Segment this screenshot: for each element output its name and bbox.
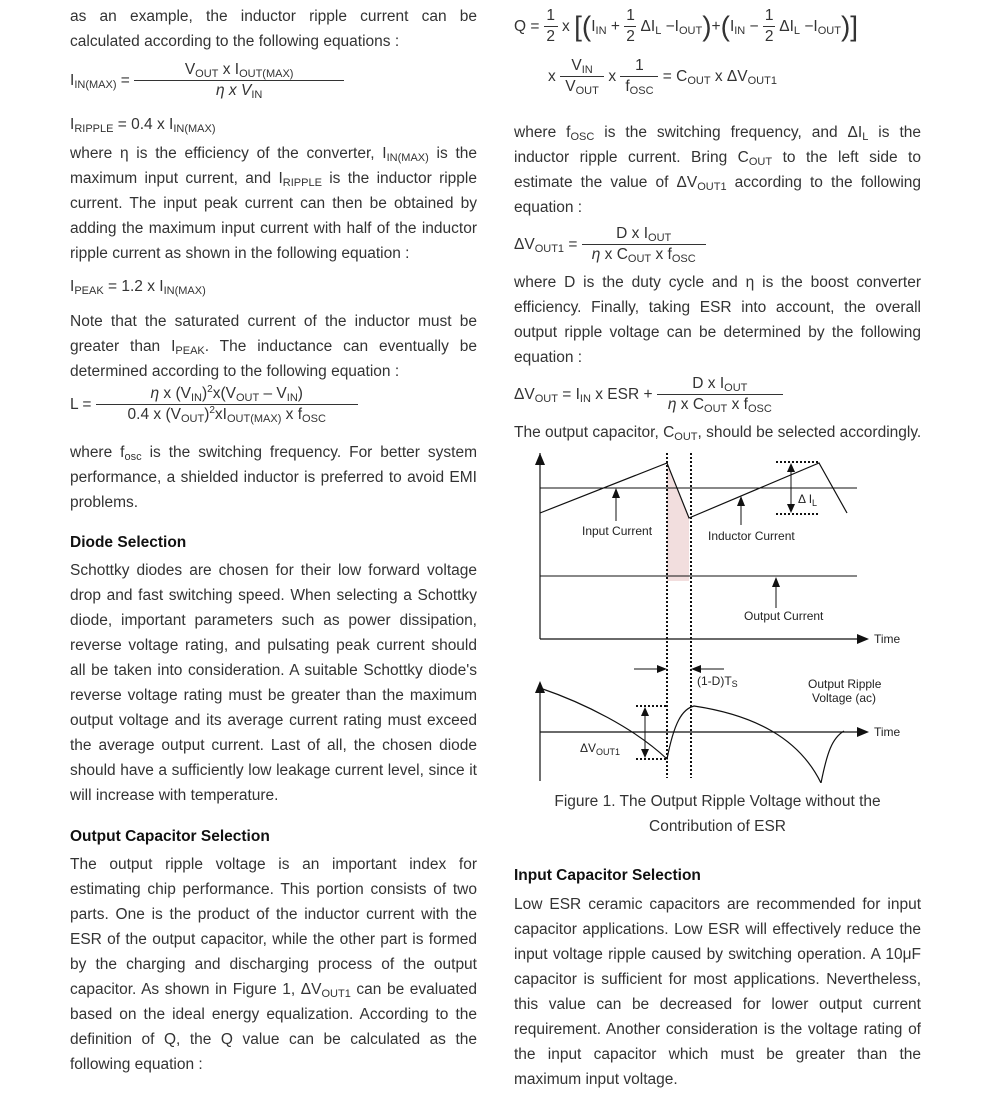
equation-ipeak: $I_{PEAK} = 1.2$ x $I_{IN(MAX)}$ [70, 278, 206, 297]
inductor-current-waveform [540, 463, 847, 518]
paragraph: Schottky diodes are chosen for their low forward voltage drop and fast switching speed. When selecting a Schottky diode, important parameters such as power dissipation, reverse voltage rating, and pulsating peak current should all be taken into consideration. A suitable Schottky diode's reverse voltage rating must be greater than the maximum output voltage and its average current rating must exceed the average output current. Last of all, the chosen diode should have a sufficiently low leakage current level, since it will increase with temperature. [70, 562, 477, 804]
heading-diode-selection: Diode Selection [70, 534, 187, 551]
figure-caption: Figure 1. The Output Ripple Voltage without the Contribution of ESR [554, 793, 881, 835]
equation-q-line1: Q = $\frac{1}{2}$ x [($I_{IN}$ + $\frac{1}{2}$ $\Delta I_L -I_{OUT})+(I_{IN}$ − $\frac{1}{2}$ $\Delta I_L -I_{OUT}$)] [514, 7, 859, 45]
duty-time-label: (1-D)TS [697, 674, 738, 689]
output-ripple-label-2: Voltage (ac) [812, 691, 877, 705]
paragraph: Note that the saturated current of the inductor must be greater than $I_{PEAK}$. The inductance can eventually be determined according to the following equation : [70, 313, 477, 380]
output-current-label: Output Current [744, 609, 824, 623]
paragraph: The output ripple voltage is an important index for estimating chip performance. This portion consists of two parts. One is the product of the inductor current with the ESR of the output capacitor, while the other part is formed by the charging and discharging process of the output capacitor. As shown in Figure 1, $\Delta V_{OUT1}$ can be evaluated based on the ideal energy equalization. According to the definition of Q, the Q value can be calculated as the following equation : [70, 856, 477, 1073]
equation-q-line2: x $\frac{V_{IN}}{V_{OUT}}$ x $\frac{1}{f_{OSC}}$ = $C_{OUT}$ x $\Delta V_{OUT1}$ [548, 57, 777, 97]
paragraph: where $f_{OSC}$ is the switching frequency, and $\Delta I_L$ is the inductor ripple current. Bring $C_{OUT}$ to the left side to estimate the value of $\Delta V_{OUT1}$ according to the following equation : [514, 124, 921, 216]
time-label: Time [874, 632, 901, 646]
equation-iin-max: $I_{IN(MAX)}$ = $\frac{V_{OUT} x I_{OUT(MAX)}}{\eta x V_{IN}}$ [70, 60, 477, 108]
paragraph: where $f_{osc}$ is the switching frequency. For better system performance, a shielded inductor is preferred to avoid EMI problems. [70, 444, 477, 511]
paragraph: where D is the duty cycle and η is the boost converter efficiency. Finally, taking ESR into account, the overall output ripple voltage can be determined by the following equation : [514, 274, 921, 366]
figure-output-ripple [514, 453, 921, 839]
time-label-2: Time [874, 725, 901, 739]
shaded-region [667, 463, 689, 581]
paragraph: as an example, the inductor ripple current can be calculated according to the following equations : [70, 8, 477, 50]
paragraph: Low ESR ceramic capacitors are recommended for input capacitor applications. Low ESR will effectively reduce the input voltage ripple caused by switching operation. A 10μF capacitor is sufficient for most applications. Nevertheless, this value can be decreased for lower output current requirement. Another consideration is the voltage rating of the input capacitor which must be greater than the maximum input voltage. [514, 896, 921, 1088]
paragraph: The output capacitor, $C_{OUT}$, should be selected accordingly. [514, 424, 922, 443]
output-ripple-label: Output Ripple [808, 677, 882, 691]
ripple-diagram [514, 453, 921, 783]
delta-vout1-label: $\Delta V_{OUT1}$ [580, 741, 621, 757]
paragraph: where η is the efficiency of the converter, $I_{IN(MAX)}$ is the maximum input current, and $I_{RIPPLE}$ is the inductor ripple current. The input peak current can then be obtained by adding the maximum input current with half of the inductor ripple current as shown in the following equation : [70, 145, 478, 262]
input-current-label: Input Current [582, 524, 653, 538]
equation-inductance: L = $\frac{\eta x (V_{IN})^2x(V_{OUT} - V_{IN})}{0.4 x (V_{OUT})^2xI_{OUT(MAX)} x f_{OSC}}$ [70, 384, 477, 430]
delta-il-label: Δ $I_L$ [798, 492, 818, 508]
right-column [514, 0, 921, 1092]
inductor-current-label: Inductor Current [708, 529, 795, 543]
heading-output-capacitor-selection: Output Capacitor Selection [70, 828, 270, 845]
equation-dvout: $\Delta V_{OUT} = I_{IN}$ x ESR + $\frac{D x I_{OUT}}{\eta x C_{OUT} x f_{OSC}}$ [514, 374, 921, 418]
equation-dvout1: $\Delta V_{OUT1}$ = $\frac{D x I_{OUT}}{\eta x C_{OUT} x f_{OSC}}$ [514, 224, 921, 268]
heading-input-capacitor-selection: Input Capacitor Selection [514, 867, 701, 884]
left-column [70, 0, 477, 1077]
equation-iripple: $I_{RIPPLE} = 0.4$ x $I_{IN(MAX)}$ [70, 116, 216, 135]
